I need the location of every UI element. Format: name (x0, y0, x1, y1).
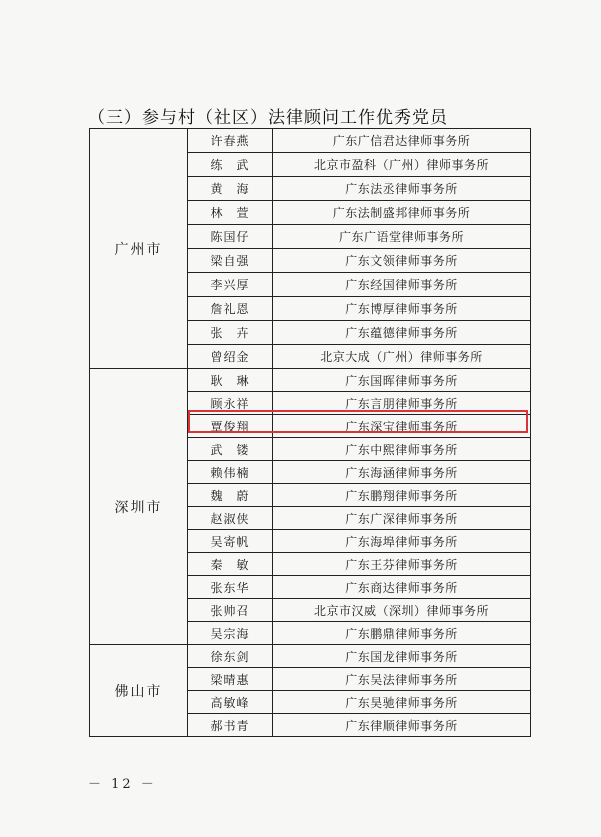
lawyer-name-cell: 秦 敏 (188, 553, 273, 576)
law-firm-cell: 广东文领律师事务所 (273, 249, 531, 273)
section-heading: （三）参与村（社区）法律顾问工作优秀党员 (88, 108, 448, 128)
lawyer-name-cell: 魏 蔚 (188, 484, 273, 507)
city-cell: 广州市 (90, 129, 188, 369)
law-firm-cell: 广东昊驰律师事务所 (273, 691, 531, 714)
city-cell: 佛山市 (90, 645, 188, 737)
lawyer-name-cell: 陈国仔 (188, 225, 273, 249)
law-firm-cell: 北京大成（广州）律师事务所 (273, 345, 531, 369)
law-firm-cell: 广东广语堂律师事务所 (273, 225, 531, 249)
law-firm-cell: 北京市汉威（深圳）律师事务所 (273, 599, 531, 622)
law-firm-cell: 广东深宝律师事务所 (273, 415, 531, 438)
lawyer-name-cell: 张东华 (188, 576, 273, 599)
law-firm-cell: 广东吴法律师事务所 (273, 668, 531, 691)
lawyer-name-cell: 高敏峰 (188, 691, 273, 714)
law-firm-cell: 广东博厚律师事务所 (273, 297, 531, 321)
law-firm-cell: 广东律顺律师事务所 (273, 714, 531, 737)
law-firm-cell: 广东海埠律师事务所 (273, 530, 531, 553)
law-firm-cell: 广东国龙律师事务所 (273, 645, 531, 668)
lawyer-name-cell: 梁自强 (188, 249, 273, 273)
law-firm-cell: 广东广信君达律师事务所 (273, 129, 531, 153)
lawyer-name-cell: 练 武 (188, 153, 273, 177)
lawyer-name-cell: 李兴厚 (188, 273, 273, 297)
lawyer-name-cell: 郝书青 (188, 714, 273, 737)
lawyer-name-cell: 许春燕 (188, 129, 273, 153)
page-number: － 12 － (88, 777, 157, 792)
law-firm-cell: 广东广深律师事务所 (273, 507, 531, 530)
law-firm-cell: 广东海涵律师事务所 (273, 461, 531, 484)
lawyer-name-cell: 覃俊翔 (188, 415, 273, 438)
law-firm-cell: 广东法丞律师事务所 (273, 177, 531, 201)
lawyer-name-cell: 詹礼恩 (188, 297, 273, 321)
lawyer-name-cell: 吴宗海 (188, 622, 273, 645)
lawyer-name-cell: 徐东剑 (188, 645, 273, 668)
law-firm-cell: 广东言朋律师事务所 (273, 392, 531, 415)
law-firm-cell: 广东鹏翔律师事务所 (273, 484, 531, 507)
law-firm-cell: 广东蕴德律师事务所 (273, 321, 531, 345)
lawyer-name-cell: 吴寄帆 (188, 530, 273, 553)
lawyer-name-cell: 赖伟楠 (188, 461, 273, 484)
law-firm-cell: 广东王芬律师事务所 (273, 553, 531, 576)
lawyer-name-cell: 耿 琳 (188, 369, 273, 392)
lawyer-name-cell: 梁晴惠 (188, 668, 273, 691)
lawyer-name-cell: 赵淑侠 (188, 507, 273, 530)
table-row (90, 645, 531, 668)
law-firm-cell: 广东国晖律师事务所 (273, 369, 531, 392)
law-firm-cell: 广东法制盛邦律师事务所 (273, 201, 531, 225)
lawyer-name-cell: 曾绍金 (188, 345, 273, 369)
lawyer-name-cell: 黄 海 (188, 177, 273, 201)
law-firm-cell: 北京市盈科（广州）律师事务所 (273, 153, 531, 177)
law-firm-cell: 广东中熙律师事务所 (273, 438, 531, 461)
law-firm-cell: 广东经国律师事务所 (273, 273, 531, 297)
lawyer-name-cell: 张 卉 (188, 321, 273, 345)
city-cell: 深圳市 (90, 369, 188, 645)
lawyer-name-cell: 顾永祥 (188, 392, 273, 415)
lawyer-name-cell: 林 萱 (188, 201, 273, 225)
law-firm-cell: 广东鹏鼎律师事务所 (273, 622, 531, 645)
law-firm-cell: 广东商达律师事务所 (273, 576, 531, 599)
lawyer-name-cell: 武 镂 (188, 438, 273, 461)
lawyer-name-cell: 张帅召 (188, 599, 273, 622)
highlight-box (188, 410, 528, 433)
table-row (90, 129, 531, 153)
table-row (90, 369, 531, 392)
